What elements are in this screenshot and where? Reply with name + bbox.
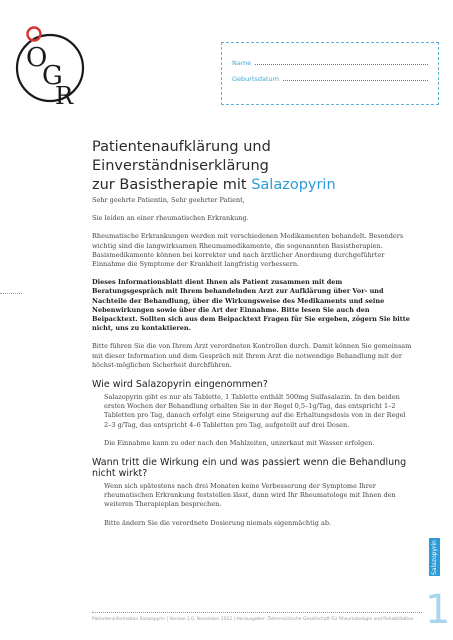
greeting: Sehr geehrte Patientin, Sehr geehrter Patient, bbox=[92, 196, 245, 204]
name-line bbox=[255, 64, 428, 65]
patient-form-box bbox=[221, 42, 439, 105]
document-body bbox=[92, 196, 414, 537]
title-drug-name: Salazopyrin bbox=[251, 177, 336, 193]
section-effect-body bbox=[92, 482, 414, 528]
footer: Patienteninformation Salazopyrin | Version 1.0, November 2012 | Herausgeber: Österreichische Gesellschaft für Rheumatologie und Rehabilitation bbox=[92, 612, 422, 622]
section-intake-paragraph-2: Die Einnahme kann zu oder nach den Mahlzeiten, unzerkaut mit Wasser erfolgen. bbox=[104, 438, 375, 447]
section-effect-paragraph-1: Wenn sich spätestens nach drei Monaten keine Verbesserung der Symptome Ihrer rheumatischen Erkrankung feststellen lässt, dann wird Ihr Rheumatologe mit Ihnen den weiteren Therapieplan besprechen. bbox=[104, 482, 396, 509]
section-intake-body bbox=[92, 393, 414, 448]
page-number: 1 bbox=[425, 587, 451, 633]
birthdate-field[interactable] bbox=[232, 67, 428, 83]
page-title bbox=[92, 138, 422, 195]
section-intake-heading: Wie wird Salazopyrin eingenommen? bbox=[92, 379, 268, 391]
section-intake-paragraph-1: Salazopyrin gibt es nur als Tablette, 1 Tablette enthält 500mg Sulfasalazin. In den beiden ersten Wochen der Behandlung erhalten Sie in der Regel 0,5–1g/Tag, das entspricht 1–2 Tabletten pro Tag, danach erfolgt eine Steigerung auf die Erhaltungsdosis von in der Regel 2–3 g/Tag, das entspricht 4–6 Tabletten pro Tag, aufgeteilt auf drei Dosen. bbox=[104, 393, 406, 429]
birthdate-line bbox=[283, 80, 428, 81]
title-line-1: Patientenaufklärung und Einverständniserklärung bbox=[92, 139, 271, 174]
side-tab bbox=[429, 538, 440, 576]
intro-paragraph-2: Rheumatische Erkrankungen werden mit verschiedenen Medikamenten behandelt. Besonders wichtig sind die langwirksamen Rheumamedikamente, die sogenannten Basistherapien. Basismedikamente können bei korrekter und nach ärztlicher Anordnung durchgeführter Einnahme die Symptome der Krankheit langfristig verbessern. bbox=[92, 232, 404, 269]
logo-letter-g: G bbox=[42, 61, 63, 91]
logo-letter-o: O bbox=[26, 43, 48, 73]
side-tab-label: Salazopyrin bbox=[431, 539, 439, 575]
section-effect-heading: Wann tritt die Wirkung ein und was passiert wenn die Behandlung nicht wirkt? bbox=[92, 457, 407, 480]
logo-letter-r: R bbox=[55, 82, 74, 110]
intro-paragraph-3: Dieses Informationsblatt dient Ihnen als Patient zusammen mit dem Beratungsgespräch mit Ihrem behandelnden Arzt zur Aufklärung über Vor- und Nachteile der Behandlung, über die Wirkungsweise des Medikaments und seine Nebenwirkungen sowie über die Art der Einnahme. Bitte lesen Sie auch den Beipacktext. Sollten sich aus dem Beipacktext Fragen für Sie ergeben, zögern Sie bitte nicht, uns zu kontaktieren. bbox=[92, 278, 410, 333]
name-field[interactable] bbox=[232, 51, 428, 67]
title-line-2: zur Basistherapie mit bbox=[92, 177, 252, 193]
intro-paragraph-1: Sie leiden an einer rheumatischen Erkrankung. bbox=[92, 214, 249, 223]
intro-paragraph-4: Bitte führen Sie die von Ihrem Arzt verordneten Kontrollen durch. Damit können Sie gemeinsam mit dieser Information und dem Gespräch mit Ihrem Arzt die notwendige Behandlung mit der höchst-möglichen Sicherheit durchführen. bbox=[92, 342, 412, 369]
birthdate-label: Geburtsdatum bbox=[232, 75, 279, 83]
ogr-logo bbox=[12, 22, 90, 114]
section-effect-paragraph-2: Bitte ändern Sie die verordnete Dosierung niemals eigenmächtig ab. bbox=[104, 518, 332, 527]
side-marker bbox=[0, 293, 22, 294]
name-label: Name bbox=[232, 59, 252, 67]
